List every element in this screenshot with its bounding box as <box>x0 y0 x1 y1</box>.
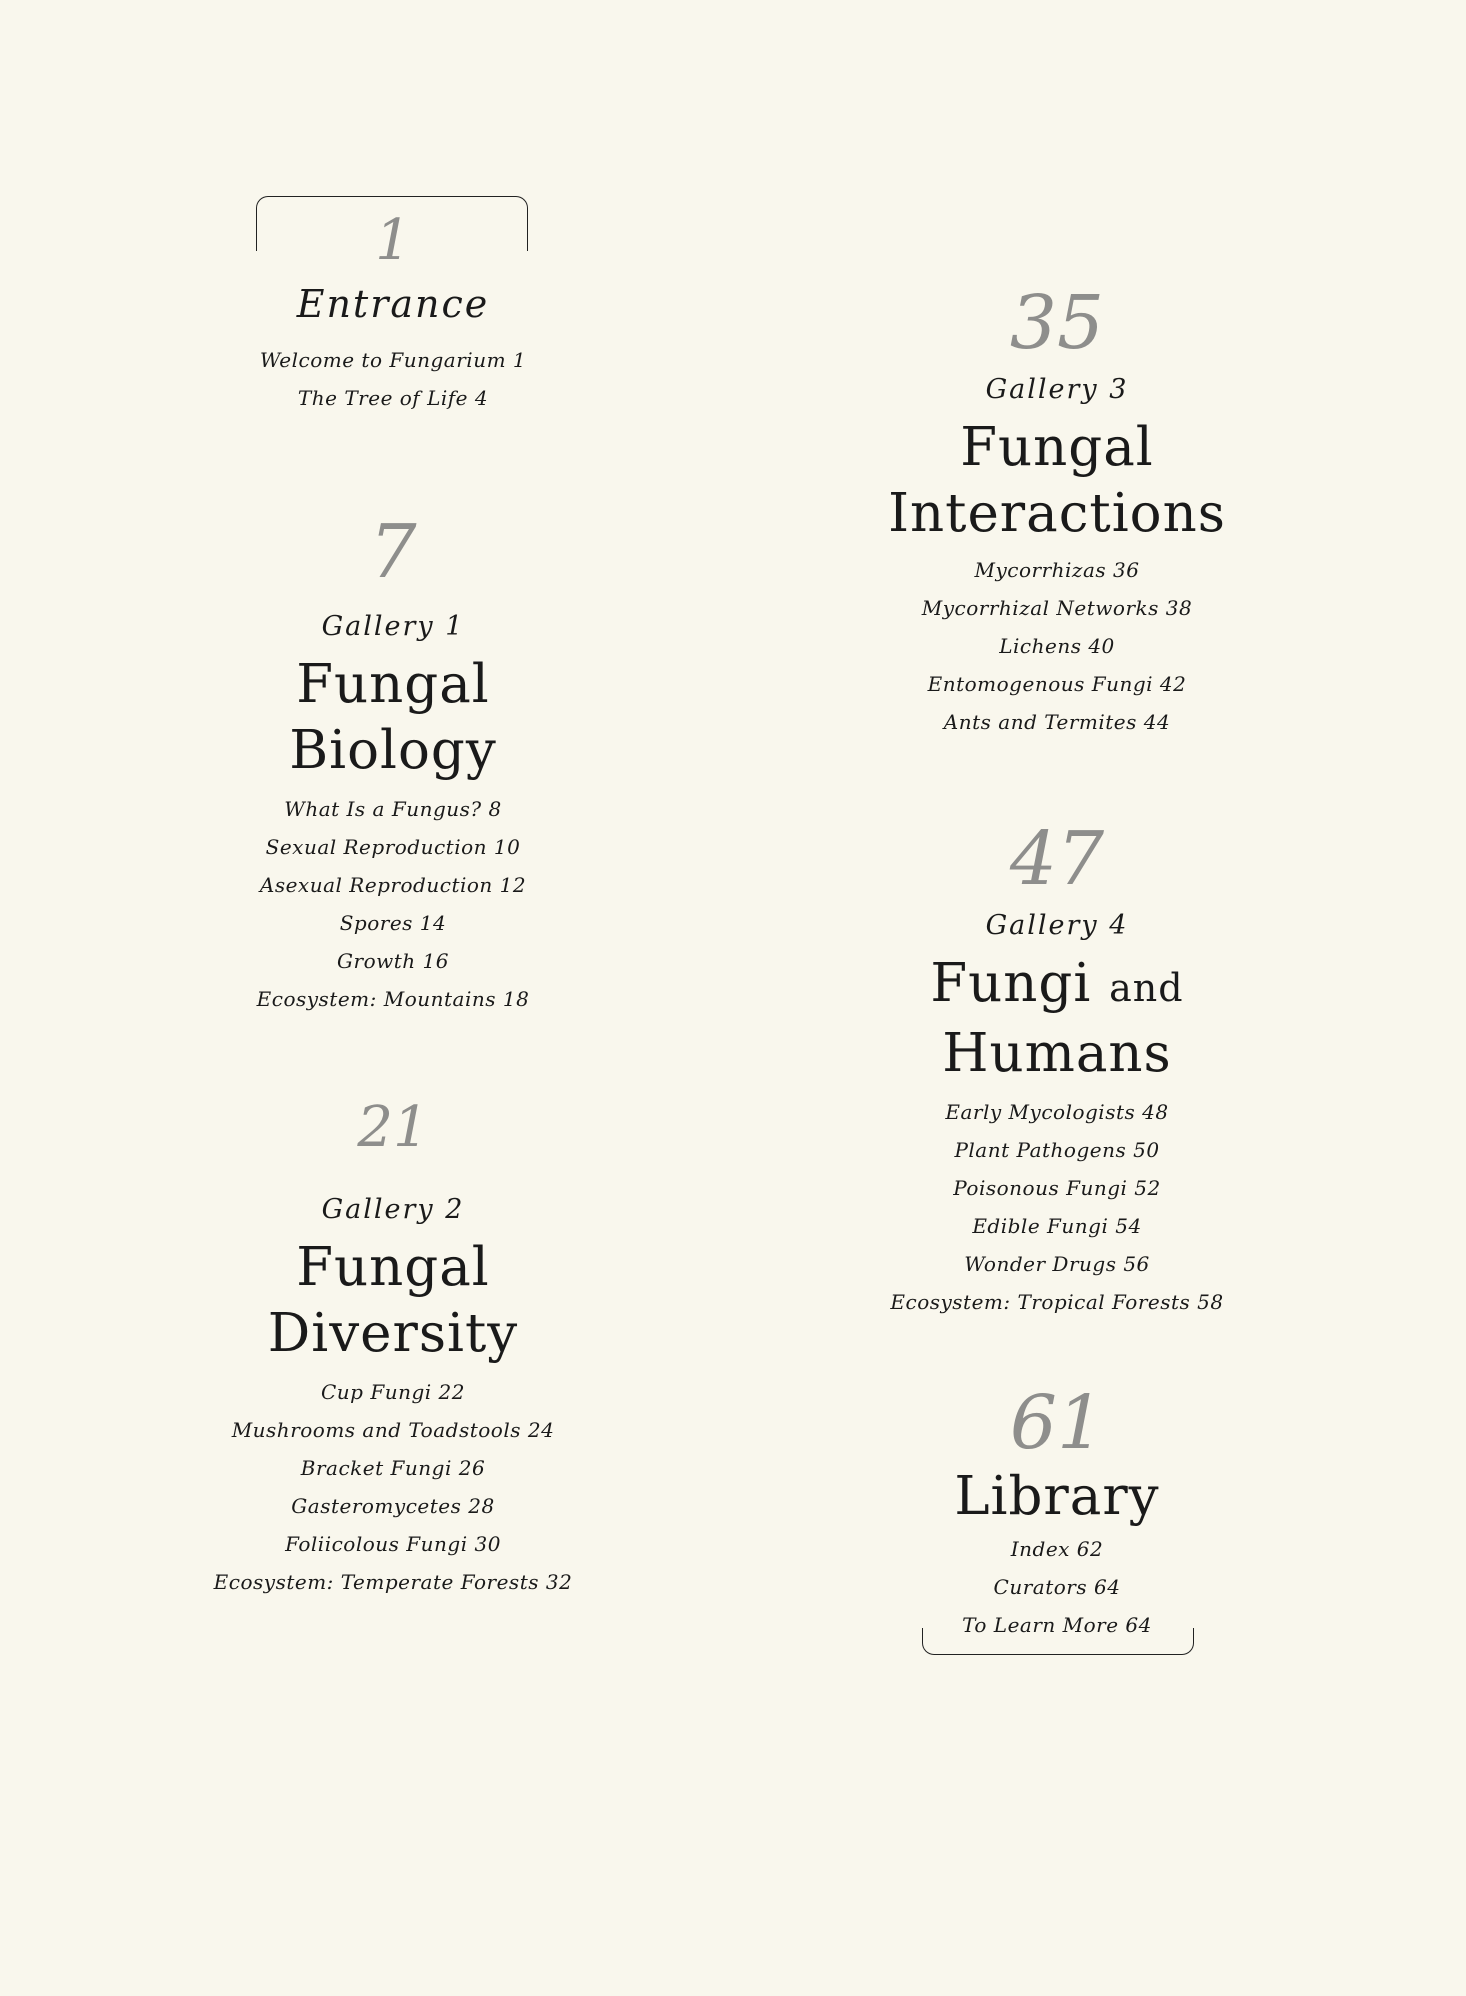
gallery4-section <box>857 816 1257 1321</box>
gallery1-label: Gallery 1 <box>321 611 465 642</box>
toc-entry[interactable]: Growth 16 <box>337 949 449 973</box>
library-title: Library <box>954 1466 1160 1527</box>
toc-entry[interactable]: Welcome to Fungarium 1 <box>259 348 527 372</box>
library-page-number: 61 <box>1009 1380 1105 1466</box>
gallery4-title <box>857 951 1257 1087</box>
gallery1-section <box>193 509 593 1018</box>
entrance-section <box>193 208 593 417</box>
toc-entry[interactable]: Wonder Drugs 56 <box>964 1252 1150 1276</box>
title-line: Fungal <box>960 417 1154 478</box>
toc-entry[interactable]: Spores 14 <box>339 911 447 935</box>
title-line: Biology <box>289 720 497 781</box>
title-line <box>857 951 1257 1021</box>
entrance-page-number: 1 <box>375 208 411 273</box>
gallery3-page-number: 35 <box>1009 280 1105 366</box>
gallery2-label: Gallery 2 <box>321 1194 465 1225</box>
title-line: Interactions <box>888 483 1226 544</box>
title-line: Diversity <box>267 1303 519 1364</box>
toc-entry[interactable]: What Is a Fungus? 8 <box>284 797 502 821</box>
toc-entry[interactable]: Edible Fungi 54 <box>972 1214 1142 1238</box>
gallery4-page-number: 47 <box>1009 816 1105 902</box>
toc-entry[interactable]: Sexual Reproduction 10 <box>265 835 521 859</box>
toc-entry[interactable]: Entomogenous Fungi 42 <box>927 672 1187 696</box>
toc-entry[interactable]: Foliicolous Fungi 30 <box>285 1532 501 1556</box>
toc-entry[interactable]: Mushrooms and Toadstools 24 <box>231 1418 555 1442</box>
toc-entry[interactable]: Early Mycologists 48 <box>945 1100 1169 1124</box>
gallery3-label: Gallery 3 <box>985 374 1129 405</box>
gallery3-section <box>857 280 1257 741</box>
title-line: Humans <box>942 1023 1172 1084</box>
toc-entry[interactable]: Plant Pathogens 50 <box>954 1138 1160 1162</box>
toc-entry[interactable]: Mycorrhizas 36 <box>974 558 1140 582</box>
toc-entry[interactable]: Ants and Termites 44 <box>943 710 1171 734</box>
gallery1-page-number: 7 <box>369 509 417 595</box>
toc-entry[interactable]: To Learn More 64 <box>962 1613 1152 1637</box>
toc-entry[interactable]: The Tree of Life 4 <box>297 386 489 410</box>
toc-entry[interactable]: Curators 64 <box>993 1575 1121 1599</box>
toc-entry[interactable]: Lichens 40 <box>999 634 1115 658</box>
toc-entry[interactable]: Cup Fungi 22 <box>321 1380 465 1404</box>
toc-entry[interactable]: Ecosystem: Mountains 18 <box>256 987 530 1011</box>
toc-entry[interactable]: Gasteromycetes 28 <box>291 1494 495 1518</box>
toc-entry[interactable]: Index 62 <box>1010 1537 1104 1561</box>
library-section <box>857 1380 1257 1644</box>
gallery2-title <box>193 1235 593 1367</box>
gallery2-section <box>193 1095 593 1601</box>
toc-entry[interactable]: Ecosystem: Tropical Forests 58 <box>890 1290 1224 1314</box>
title-line: Fungal <box>296 654 490 715</box>
toc-entry[interactable]: Asexual Reproduction 12 <box>259 873 527 897</box>
gallery4-label: Gallery 4 <box>985 910 1129 941</box>
title-line: Fungal <box>296 1237 490 1298</box>
toc-entry[interactable]: Bracket Fungi 26 <box>300 1456 486 1480</box>
toc-entry[interactable]: Ecosystem: Temperate Forests 32 <box>213 1570 573 1594</box>
title-word: and <box>1109 966 1184 1010</box>
toc-entry[interactable]: Mycorrhizal Networks 38 <box>921 596 1193 620</box>
entrance-title: Entrance <box>296 282 490 326</box>
title-word: Fungi <box>930 953 1092 1014</box>
gallery3-title <box>857 415 1257 547</box>
gallery2-page-number: 21 <box>357 1095 429 1160</box>
toc-entry[interactable]: Poisonous Fungi 52 <box>953 1176 1161 1200</box>
gallery1-title <box>193 652 593 784</box>
